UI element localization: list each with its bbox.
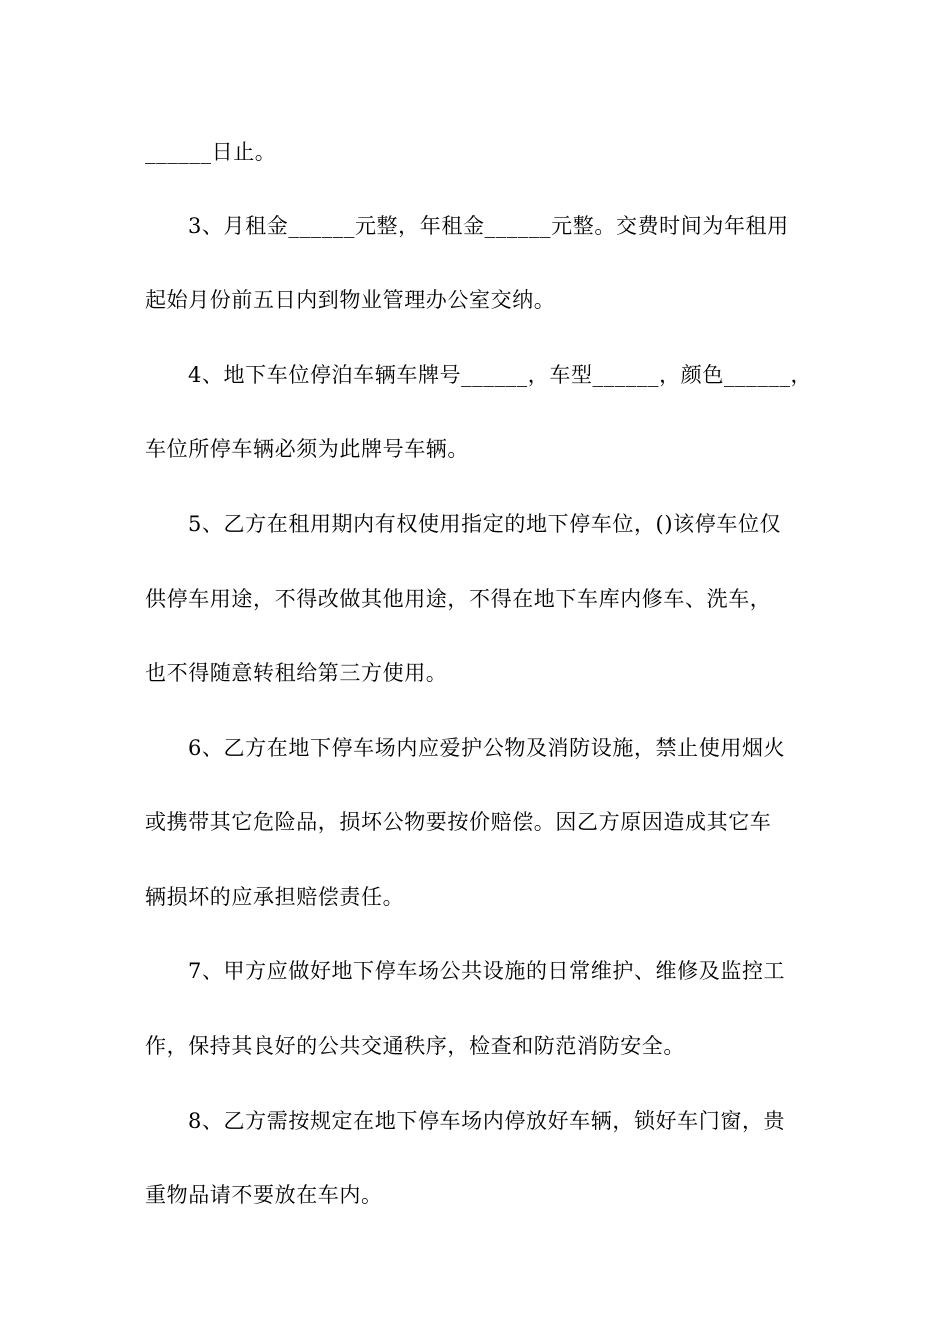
clause-3-line-1: 3、月租金______元整，年租金______元整。交费时间为年租用 xyxy=(188,214,789,238)
clause-7-line-2: 作，保持其良好的公共交通秩序，检查和防范消防安全。 xyxy=(145,1034,685,1058)
clause-5-line-2: 供停车用途，不得改做其他用途，不得在地下车库内修车、洗车， xyxy=(145,587,772,611)
text-line: ______日止。 xyxy=(145,140,277,164)
clause-6-line-2: 或携带其它危险品，损坏公物要按价赔偿。因乙方原因造成其它车 xyxy=(145,810,772,834)
clause-4-line-1: 4、地下车位停泊车辆车牌号______，车型______，颜色______， xyxy=(188,363,813,387)
clause-5-line-1: 5、乙方在租用期内有权使用指定的地下停车位，()该停车位仅 xyxy=(188,512,782,536)
clause-6-line-3: 辆损坏的应承担赔偿责任。 xyxy=(145,885,405,909)
clause-5-line-3: 也不得随意转租给第三方使用。 xyxy=(145,661,448,685)
clause-4-line-2: 车位所停车辆必须为此牌号车辆。 xyxy=(145,437,469,461)
clause-8-line-2: 重物品请不要放在车内。 xyxy=(145,1183,383,1207)
clause-3-line-2: 起始月份前五日内到物业管理办公室交纳。 xyxy=(145,288,556,312)
clause-6-line-1: 6、乙方在地下停车场内应爱护公物及消防设施，禁止使用烟火 xyxy=(188,736,786,760)
clause-8-line-1: 8、乙方需按规定在地下停车场内停放好车辆，锁好车门窗，贵 xyxy=(188,1109,786,1133)
clause-7-line-1: 7、甲方应做好地下停车场公共设施的日常维护、维修及监控工 xyxy=(188,959,786,983)
